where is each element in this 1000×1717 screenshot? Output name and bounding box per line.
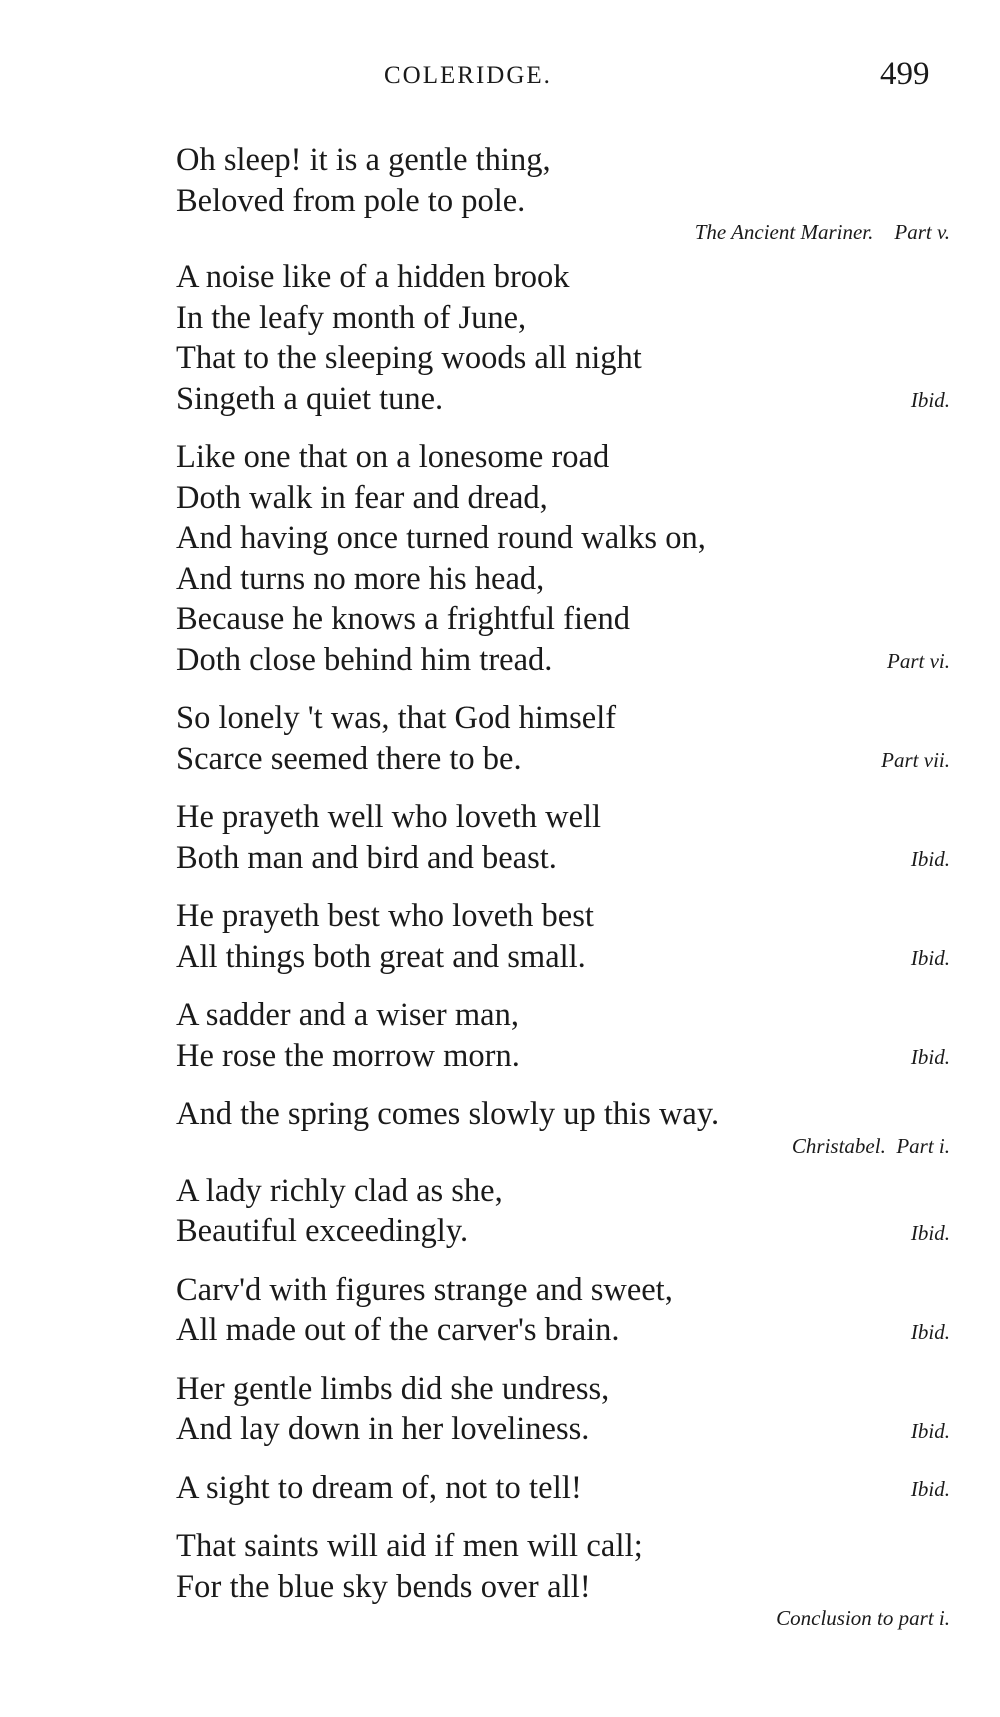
citation: Conclusion to part i. bbox=[776, 1606, 950, 1630]
verse-line: So lonely 't was, that God himself bbox=[176, 700, 617, 736]
quotation bbox=[176, 1369, 966, 1450]
verse-line: A lady richly clad as she, bbox=[176, 1172, 503, 1209]
verse-line: He prayeth best who loveth best bbox=[176, 898, 594, 934]
verse-line: He prayeth well who loveth well bbox=[176, 799, 602, 835]
verse-line: Doth close behind him tread. bbox=[176, 641, 553, 678]
citation: Ibid. bbox=[910, 847, 950, 871]
verse-line: For the blue sky bends over all! bbox=[176, 1568, 591, 1605]
quotation bbox=[176, 797, 966, 878]
citation bbox=[176, 219, 966, 245]
verse-line: Like one that on a lonesome road bbox=[176, 439, 610, 475]
citation-source: Christabel. bbox=[791, 1133, 886, 1158]
verse-line: A sadder and a wiser man, bbox=[176, 997, 519, 1033]
verse-line: A sight to dream of, not to tell! bbox=[176, 1469, 582, 1506]
verse-line: And having once turned round walks on, bbox=[176, 520, 706, 556]
verse-line: Beautiful exceedingly. bbox=[176, 1213, 469, 1249]
citation: Ibid. bbox=[910, 388, 950, 412]
verse-line: That saints will aid if men will call; bbox=[176, 1528, 643, 1564]
quotation bbox=[176, 995, 966, 1076]
quotation bbox=[176, 1270, 966, 1351]
verse-line: Singeth a quiet tune. bbox=[176, 380, 444, 417]
verse-line: In the leafy month of June, bbox=[176, 299, 527, 336]
verse-line: He rose the morrow morn. bbox=[176, 1037, 520, 1074]
verse-line: Beloved from pole to pole. bbox=[176, 182, 526, 219]
quotation bbox=[176, 1526, 966, 1631]
verse-line: Both man and bird and beast. bbox=[176, 839, 557, 876]
quotation bbox=[176, 140, 966, 245]
quotation bbox=[176, 698, 966, 779]
verse-line: Doth walk in fear and dread, bbox=[176, 479, 548, 516]
citation-part: Part i. bbox=[896, 1133, 950, 1158]
verse-line: Oh sleep! it is a gentle thing, bbox=[176, 142, 551, 178]
quotation bbox=[176, 437, 966, 680]
verse-line: And the spring comes slowly up this way. bbox=[176, 1096, 720, 1132]
verse-line: Scarce seemed there to be. bbox=[176, 740, 522, 777]
running-head: COLERIDGE. bbox=[384, 62, 552, 89]
verse-line: All things both great and small. bbox=[176, 938, 586, 975]
quotation bbox=[176, 257, 966, 419]
citation: Ibid. bbox=[910, 946, 950, 970]
citation-part: Part v. bbox=[894, 220, 950, 244]
verse-line: All made out of the carver's brain. bbox=[176, 1312, 620, 1348]
quotations-list bbox=[176, 140, 966, 1631]
quotation bbox=[176, 896, 966, 977]
verse-line: Carv'd with figures strange and sweet, bbox=[176, 1271, 673, 1308]
quotation bbox=[176, 1468, 966, 1509]
citation bbox=[176, 1133, 966, 1159]
citation: Ibid. bbox=[910, 1319, 950, 1344]
verse-line: A noise like of a hidden brook bbox=[176, 259, 570, 295]
verse-line: That to the sleeping woods all night bbox=[176, 340, 642, 376]
verse-line: And lay down in her loveliness. bbox=[176, 1411, 590, 1447]
citation: Part vii. bbox=[881, 748, 950, 772]
verse-line: Her gentle limbs did she undress, bbox=[176, 1370, 610, 1407]
verse-line: Because he knows a frightful fiend bbox=[176, 601, 630, 637]
citation: Ibid. bbox=[910, 1477, 950, 1501]
page-header bbox=[0, 56, 1000, 100]
citation: Ibid. bbox=[910, 1045, 950, 1069]
verse-line: And turns no more his head, bbox=[176, 560, 545, 597]
quotation bbox=[176, 1171, 966, 1252]
page-number: 499 bbox=[880, 56, 930, 92]
citation: Ibid. bbox=[910, 1418, 950, 1443]
quotation bbox=[176, 1094, 966, 1159]
citation: Ibid. bbox=[910, 1220, 950, 1245]
citation-source: The Ancient Mariner. bbox=[694, 220, 874, 244]
citation: Part vi. bbox=[887, 649, 950, 673]
